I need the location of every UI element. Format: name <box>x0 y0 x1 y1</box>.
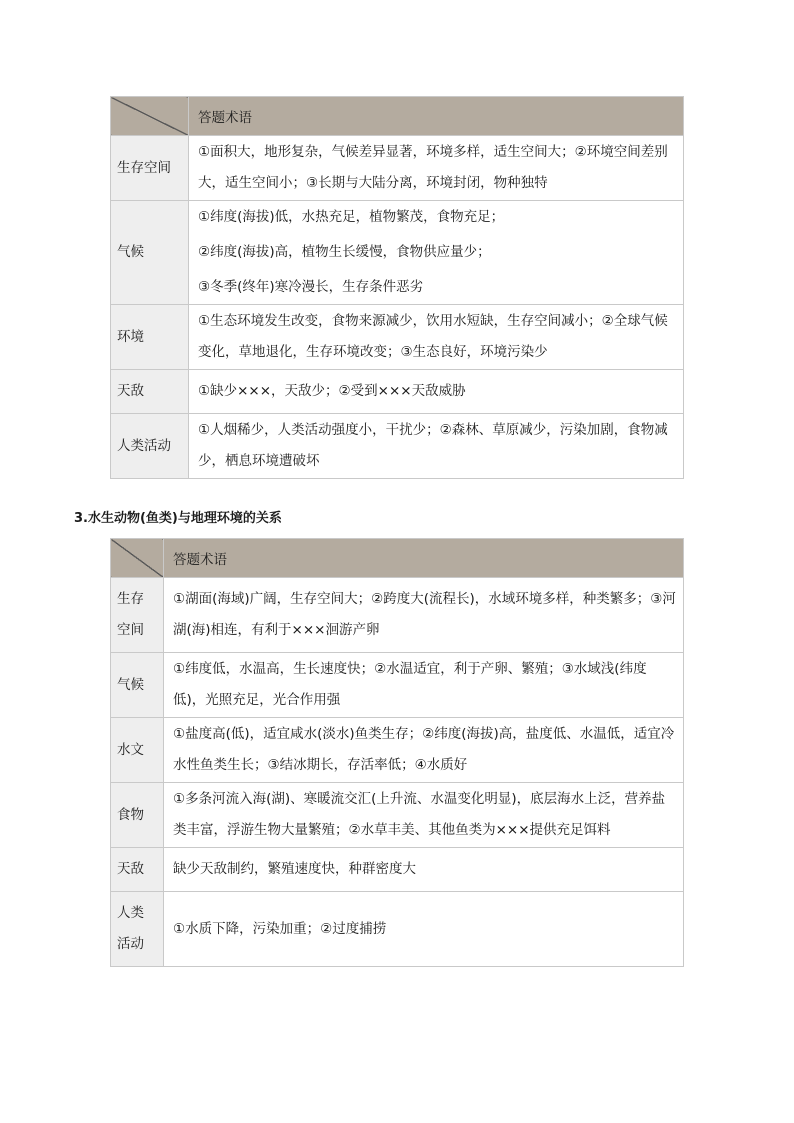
row-value <box>189 414 684 479</box>
row-key: 气候 <box>111 201 189 305</box>
row-value <box>164 848 684 892</box>
table-header: 答题术语 <box>164 539 684 578</box>
row-line: ③冬季(终年)寒冷漫长，生存条件恶劣 <box>198 279 424 295</box>
row-line: ①面积大，地形复杂，气候差异显著，环境多样，适生空间大；②环境空间差别大，适生空间小；③长期与大陆分离，环境封闭，物种独特 <box>198 144 668 191</box>
row-line: ①水质下降，污染加重；②过度捕捞 <box>173 920 387 937</box>
row-line: ②纬度(海拔)高，植物生长缓慢，食物供应量少； <box>198 244 491 260</box>
row-line: 缺少天敌制约，繁殖速度快，种群密度大 <box>173 861 416 877</box>
table-row <box>111 414 684 479</box>
table-row <box>111 136 684 201</box>
table-row <box>111 848 684 892</box>
table-header: 答题术语 <box>189 97 684 136</box>
row-value <box>164 783 684 848</box>
table-row <box>111 201 684 305</box>
row-value <box>164 578 684 653</box>
terms-table-aquatic <box>110 538 684 967</box>
row-key: 天敌 <box>111 848 164 892</box>
terms-table-terrestrial <box>110 96 684 479</box>
row-line: ①生态环境发生改变，食物来源减少，饮用水短缺，生存空间减小；②全球气候变化，草地退化，生存环境改变；③生态良好，环境污染少 <box>198 313 668 360</box>
table-row <box>111 783 684 848</box>
table-row <box>111 578 684 653</box>
row-key: 生存空间 <box>111 578 164 653</box>
row-value <box>164 718 684 783</box>
row-value <box>189 136 684 201</box>
diagonal-header-cell <box>111 97 189 136</box>
row-key: 生存空间 <box>111 136 189 201</box>
row-line: ①湖面(海域)广阔，生存空间大；②跨度大(流程长)，水域环境多样，种类繁多；③河湖(海)相连，有利于×××洄游产卵 <box>173 591 676 638</box>
row-key: 天敌 <box>111 370 189 414</box>
table-row <box>111 718 684 783</box>
row-key: 水文 <box>111 718 164 783</box>
row-line: ①人烟稀少，人类活动强度小，干扰少；②森林、草原减少，污染加剧，食物减少，栖息环境遭破坏 <box>198 422 668 469</box>
row-line: ①纬度低，水温高，生长速度快；②水温适宜，利于产卵、繁殖；③水域浅(纬度低)，光照充足，光合作用强 <box>173 661 647 708</box>
row-line: ①盐度高(低)，适宜咸水(淡水)鱼类生存；②纬度(海拔)高，盐度低、水温低，适宜冷水性鱼类生长；③结冰期长，存活率低；④水质好 <box>173 726 675 773</box>
diagonal-header-cell <box>111 539 164 578</box>
row-line: ①多条河流入海(湖)、寒暖流交汇(上升流、水温变化明显)，底层海水上泛，营养盐类丰富，浮游生物大量繁殖；②水草丰美、其他鱼类为×××提供充足饵料 <box>173 791 666 838</box>
row-key: 环境 <box>111 305 189 370</box>
row-line: ①纬度(海拔)低，水热充足，植物繁茂，食物充足； <box>198 209 505 225</box>
table-row <box>111 370 684 414</box>
row-value <box>189 305 684 370</box>
row-value <box>189 201 684 305</box>
section-title: 3.水生动物(鱼类)与地理环境的关系 <box>74 511 282 526</box>
row-key: 气候 <box>111 653 164 718</box>
row-key: 人类活动 <box>111 892 164 967</box>
table-row <box>111 653 684 718</box>
row-key: 食物 <box>111 783 164 848</box>
table-row <box>111 305 684 370</box>
row-value <box>164 653 684 718</box>
row-value <box>164 892 684 967</box>
table-row <box>111 892 684 967</box>
row-key: 人类活动 <box>111 414 189 479</box>
row-line: ①缺少×××，天敌少；②受到×××天敌威胁 <box>198 383 466 399</box>
row-value <box>189 370 684 414</box>
